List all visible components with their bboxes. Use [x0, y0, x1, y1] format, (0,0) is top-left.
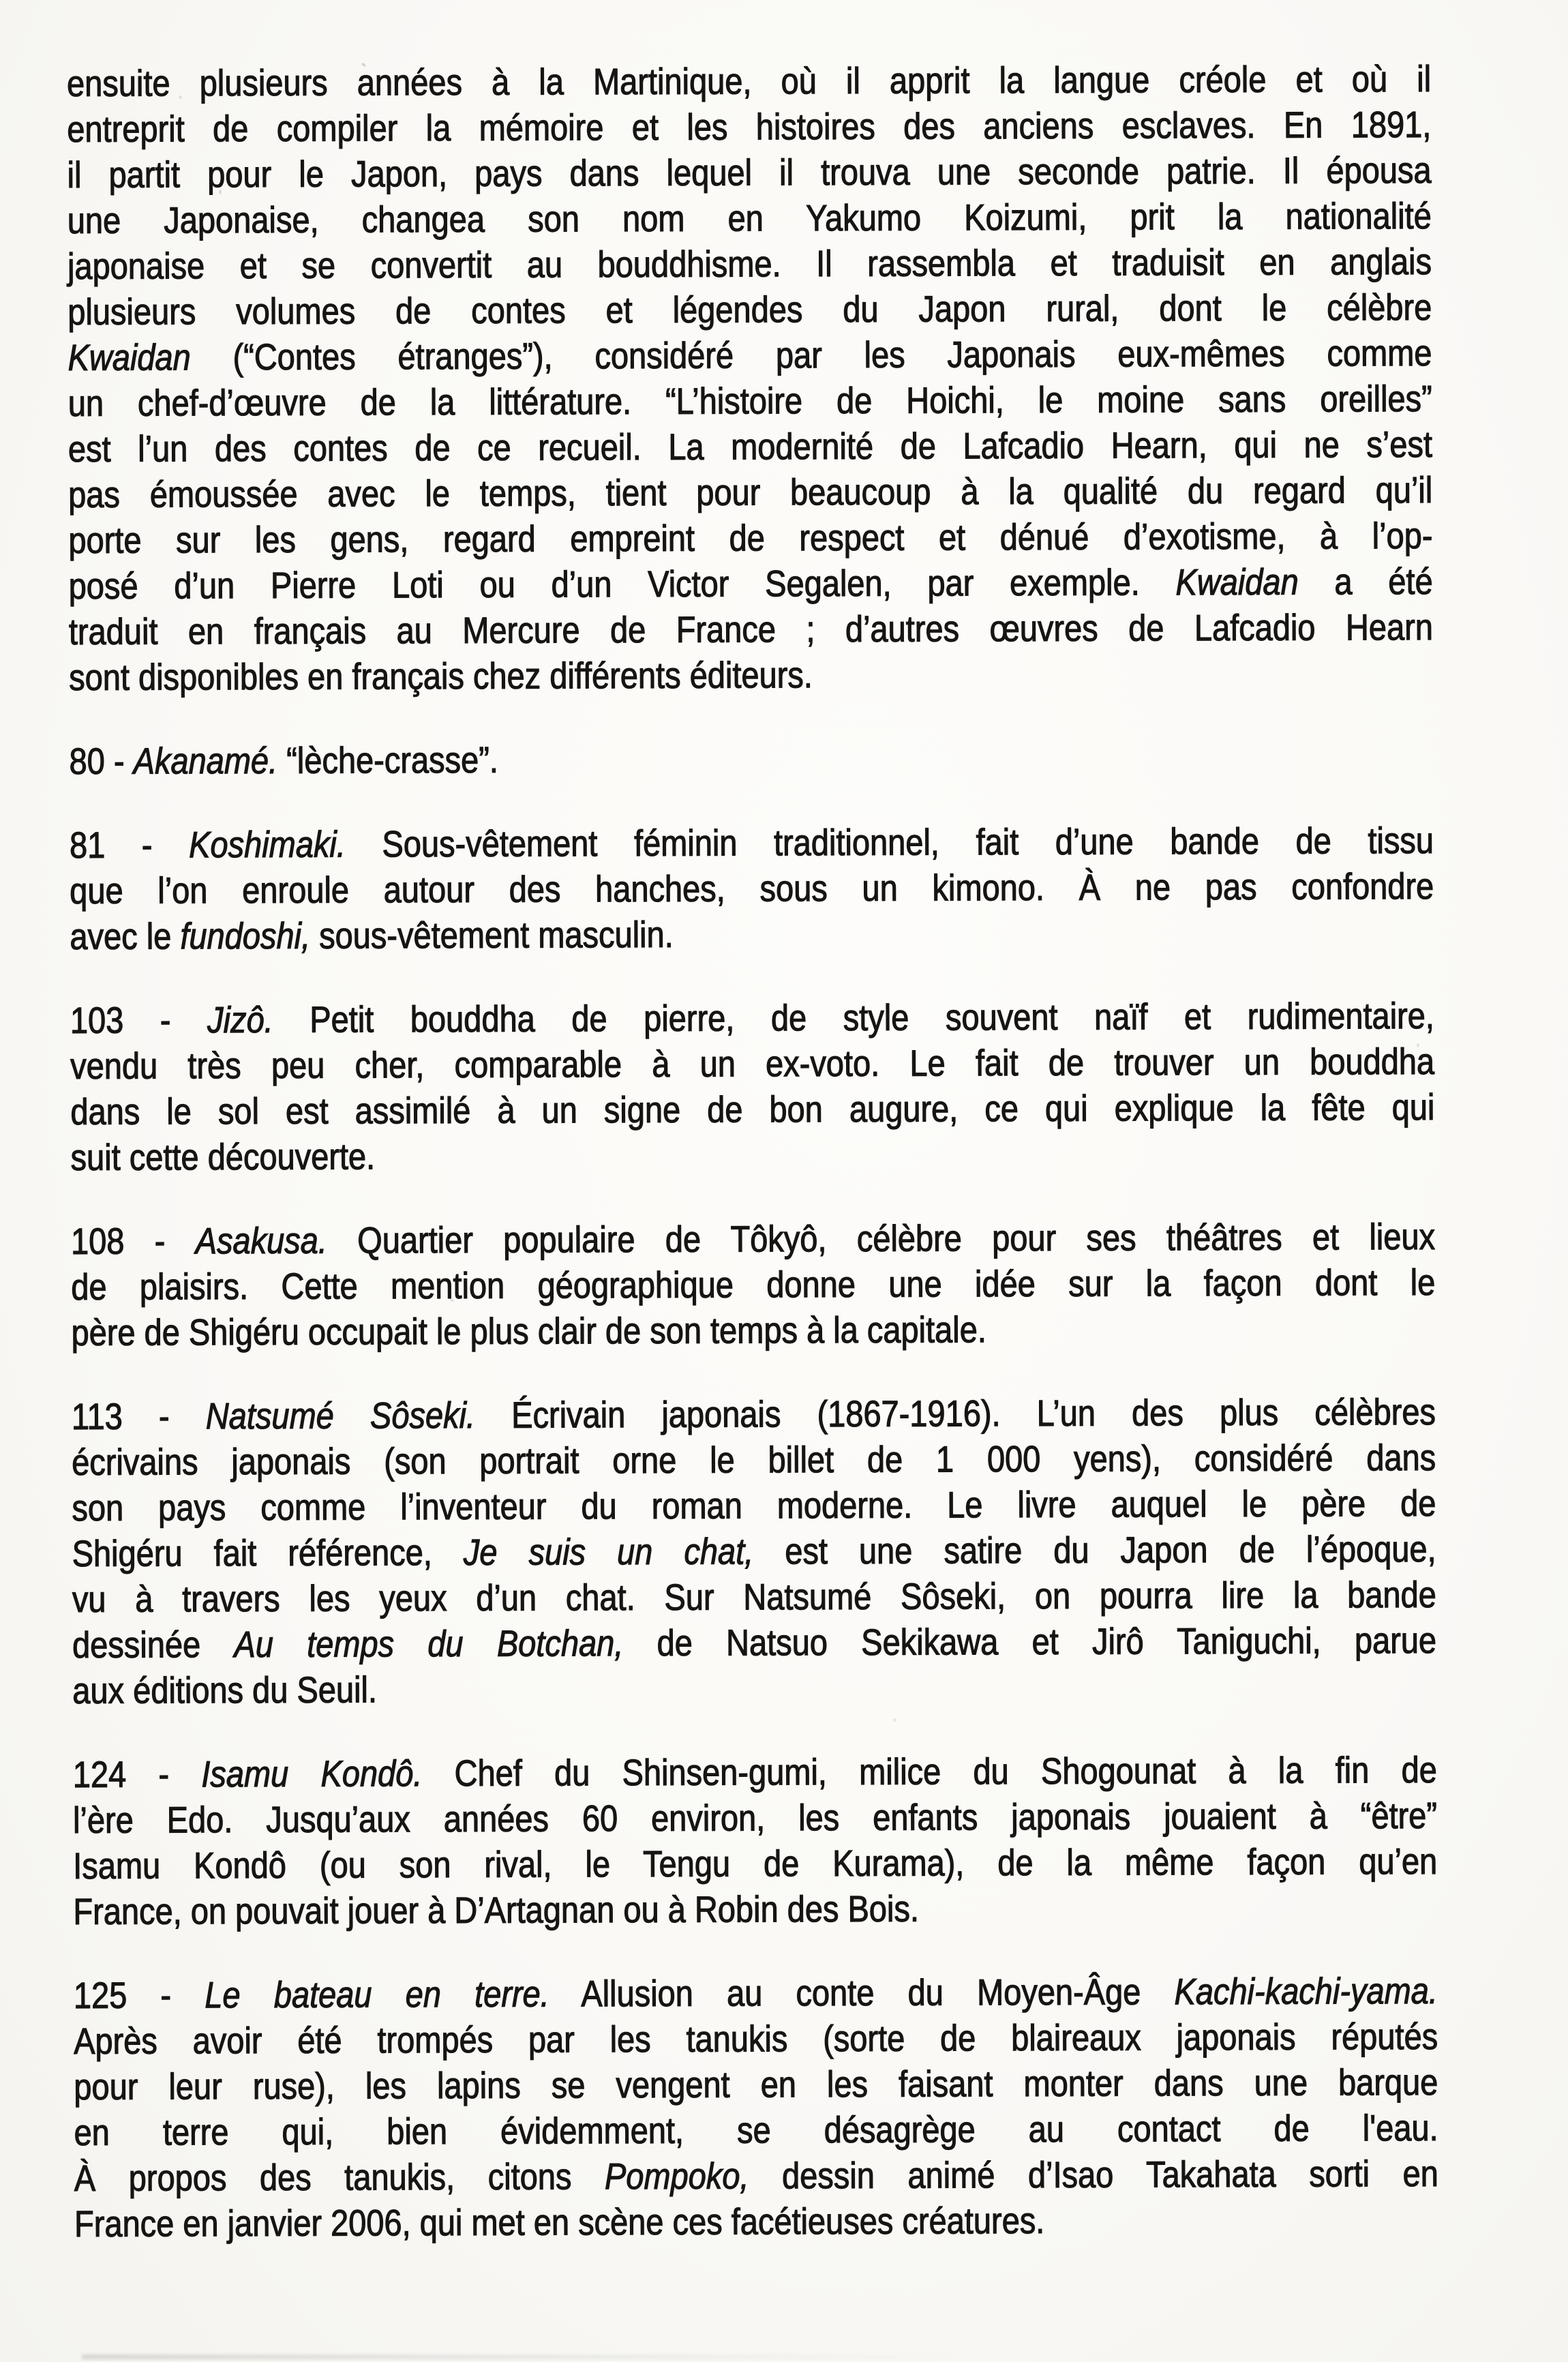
italic-text-run: Kwaidan	[67, 337, 191, 378]
text-run: traduit en français au Mercure de France ; d’autres œuvres de Lafcadio Hearn	[68, 607, 1434, 653]
text-run: dessin animé d’Isao Takahata sorti en	[749, 2153, 1438, 2197]
text-line	[71, 1306, 1435, 1356]
text-run: 113 -	[71, 1396, 206, 1437]
text-line	[67, 331, 1432, 381]
text-line	[71, 1214, 1435, 1265]
italic-text-run: Au temps du Botchan,	[234, 1623, 624, 1666]
text-run: Quartier populaire de Tôkyô, célèbre pour ses théâtres et lieux	[327, 1216, 1436, 1261]
text-line	[74, 2197, 1438, 2247]
text-run: aux éditions du Seuil.	[72, 1669, 378, 1711]
text-line	[72, 1481, 1436, 1531]
text-run: son pays comme l’inventeur du roman moderne. Le livre auquel le père de	[72, 1483, 1436, 1529]
paragraph-note-108	[71, 1214, 1436, 1356]
text-run: France en janvier 2006, qui met en scène ces facétieuses créatures.	[74, 2200, 1045, 2245]
text-run: une Japonaise, changea son nom en Yakumo Koizumi, prit la nationalité	[67, 196, 1432, 241]
text-run: sous-vêtement masculin.	[310, 914, 674, 957]
text-line	[68, 468, 1432, 518]
text-line	[74, 1969, 1438, 2019]
text-run: pour leur ruse), les lapins se vengent en les faisant monter dans une barque	[74, 2061, 1438, 2108]
text-line	[70, 864, 1434, 914]
text-run: Petit bouddha de pierre, de style souvent naïf et rudimentaire,	[273, 996, 1435, 1041]
text-run: écrivains japonais (son portrait orne le billet de 1 000 yens), considéré dans	[72, 1437, 1436, 1483]
text-run: l’ère Edo. Jusqu’aux années 60 environ, les enfants japonais jouaient à “être”	[72, 1795, 1438, 1841]
italic-text-run: Isamu Kondô.	[201, 1753, 423, 1795]
text-line	[68, 513, 1432, 564]
text-run: est une satire du Japon de l’époque,	[753, 1529, 1436, 1572]
text-line	[74, 2151, 1438, 2202]
text-run: Écrivain japonais (1867-1916). L’un des plus célèbres	[474, 1392, 1436, 1436]
italic-text-run: Koshimaki.	[188, 824, 346, 866]
text-line	[67, 148, 1431, 198]
text-run: entreprit de compiler la mémoire et les histoires des anciens esclaves. En 1891,	[67, 104, 1432, 150]
text-run: un chef-d’œuvre de la littérature. “L’histoire de Hoichi, le moine sans oreilles”	[67, 378, 1432, 424]
italic-text-run: Asakusa.	[195, 1220, 328, 1262]
text-run: vendu très peu cher, comparable à un ex-voto. Le fait de trouver un bouddha	[70, 1041, 1435, 1087]
text-line	[67, 194, 1432, 244]
text-run: posé d’un Pierre Loti ou d’un Victor Segalen, par exemple.	[68, 562, 1176, 607]
italic-text-run: Jizô.	[207, 999, 273, 1041]
text-run: père de Shigéru occupait le plus clair de son temps à la capitale.	[71, 1309, 986, 1354]
text-run: 125 -	[73, 1975, 205, 2016]
text-run: que l’on enroule autour des hanches, sous un kimono. À ne pas confondre	[70, 866, 1434, 912]
text-run: porte sur les gens, regard empreint de respect et dénué d’exotisme, à l’op-	[68, 515, 1433, 561]
text-run: “lèche-crasse”.	[277, 739, 498, 781]
text-run: Allusion au conte du Moyen-Âge	[549, 1971, 1175, 2015]
text-line	[70, 1039, 1434, 1090]
text-run: dessinée	[72, 1624, 235, 1666]
text-line	[72, 1572, 1436, 1623]
text-line	[70, 1131, 1434, 1181]
paragraph-note-81	[70, 818, 1434, 960]
text-line	[72, 1618, 1436, 1669]
text-run: Chef du Shinsen-gumi, milice du Shogounat à la fin de	[422, 1750, 1437, 1795]
text-line	[70, 910, 1434, 960]
text-run: Après avoir été trompés par les tanukis (sorte de blaireaux japonais réputés	[74, 2016, 1438, 2062]
text-line	[74, 2060, 1438, 2110]
text-line	[73, 1793, 1437, 1844]
text-run: japonaise et se convertit au bouddhisme. Il rassembla et traduisit en anglais	[67, 241, 1432, 287]
paragraph-note-103	[70, 993, 1435, 1181]
text-line	[72, 1664, 1436, 1714]
text-line	[74, 2014, 1438, 2065]
page-text	[67, 57, 1438, 2247]
text-line	[70, 1085, 1434, 1135]
text-line	[72, 1435, 1436, 1486]
text-run: Shigéru fait référence,	[72, 1531, 464, 1574]
text-line	[67, 239, 1432, 290]
text-run: de plaisirs. Cette mention géographique donne une idée sur la façon dont le	[71, 1262, 1436, 1308]
text-run: 124 -	[72, 1754, 202, 1795]
text-line	[69, 559, 1433, 610]
text-line	[70, 993, 1434, 1044]
text-run: pas émoussée avec le temps, tient pour beaucoup à la qualité du regard qu’il	[68, 470, 1433, 515]
text-line	[73, 1885, 1437, 1935]
text-run: Sous-vêtement féminin traditionnel, fait d’une bande de tissu	[345, 820, 1434, 865]
paragraph-note-80	[69, 734, 1433, 785]
text-line	[67, 57, 1431, 107]
text-run: 103 -	[70, 1000, 208, 1041]
italic-text-run: Je suis un chat,	[463, 1531, 754, 1573]
text-run: ensuite plusieurs années à la Martinique, où il apprit la langue créole et où il	[67, 59, 1432, 104]
text-run: vu à travers les yeux d’un chat. Sur Natsumé Sôseki, on pourra lire la bande	[72, 1574, 1436, 1620]
text-run: sont disponibles en français chez différents éditeurs.	[69, 655, 813, 698]
text-line	[72, 1390, 1436, 1440]
text-line	[69, 734, 1433, 785]
text-line	[74, 2106, 1438, 2156]
italic-text-run: Natsumé Sôseki.	[205, 1394, 476, 1437]
italic-text-run: Akanamé.	[133, 740, 278, 782]
text-run: avec le	[70, 916, 181, 957]
text-run: France, on pouvait jouer à D’Artagnan ou à Robin des Bois.	[73, 1888, 920, 1932]
scan-edge-shadow	[82, 2354, 968, 2359]
text-line	[67, 285, 1432, 335]
text-line	[67, 102, 1431, 153]
text-run: dans le sol est assimilé à un signe de bon augure, ce qui explique la fête qui	[70, 1087, 1435, 1133]
text-line	[68, 376, 1432, 427]
text-run: Isamu Kondô (ou son rival, le Tengu de Kurama), de la même façon qu’en	[73, 1840, 1438, 1887]
text-run: suit cette découverte.	[70, 1136, 376, 1178]
text-run: de Natsuo Sekikawa et Jirô Taniguchi, parue	[623, 1620, 1437, 1664]
text-run: À propos des tanukis, citons	[74, 2156, 605, 2199]
text-run: 80 -	[69, 741, 134, 782]
text-line	[70, 818, 1434, 869]
text-line	[72, 1527, 1436, 1577]
italic-text-run: Kachi-kachi-yama.	[1174, 1970, 1438, 2013]
paragraph-note-113	[72, 1390, 1437, 1714]
text-line	[73, 1748, 1437, 1798]
italic-text-run: fundoshi,	[180, 915, 311, 957]
text-line	[68, 422, 1432, 473]
paragraph-note-125	[74, 1969, 1438, 2247]
italic-text-run: Le bateau en terre.	[205, 1973, 549, 2016]
text-run: il partit pour le Japon, pays dans lequel il trouva une seconde patrie. Il épousa	[67, 150, 1432, 196]
text-run: (“Contes étranges”), considéré par les Japonais eux-mêmes comme	[190, 333, 1432, 378]
text-line	[71, 1260, 1435, 1311]
italic-text-run: Pompoko,	[604, 2155, 749, 2198]
text-run: a été	[1298, 561, 1433, 603]
italic-text-run: Kwaidan	[1175, 561, 1299, 603]
text-run: 81 -	[69, 824, 190, 866]
text-run: 108 -	[70, 1221, 196, 1262]
text-run: plusieurs volumes de contes et légendes du Japon rural, dont le célèbre	[67, 287, 1432, 333]
paragraph-intro	[67, 57, 1433, 701]
text-line	[69, 605, 1433, 655]
text-run: est l’un des contes de ce recueil. La modernité de Lafcadio Hearn, qui ne s’est	[67, 424, 1433, 470]
paragraph-note-124	[73, 1748, 1438, 1935]
text-line	[69, 651, 1433, 701]
text-line	[73, 1839, 1437, 1889]
text-run: en terre qui, bien évidemment, se désagrège au contact de l'eau.	[74, 2107, 1438, 2153]
